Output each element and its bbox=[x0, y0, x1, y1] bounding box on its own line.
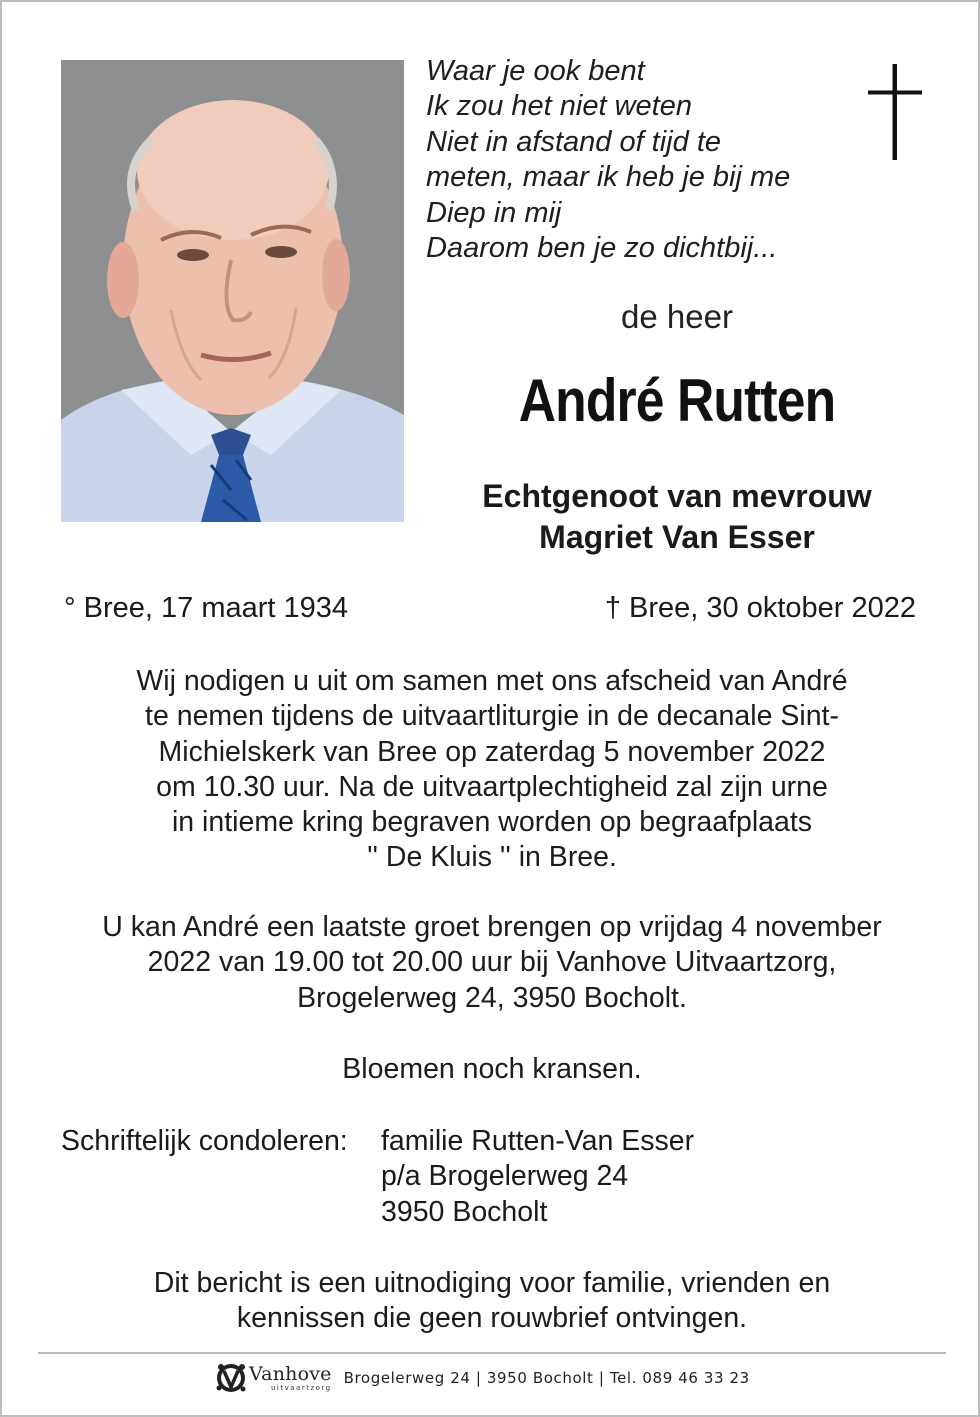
portrait-illustration bbox=[61, 60, 404, 522]
poem-line: Daarom ben je zo dichtbij... bbox=[426, 232, 778, 265]
flowers-note bbox=[42, 1052, 942, 1087]
poem bbox=[426, 54, 846, 266]
paragraph-line: te nemen tijdens de uitvaartliturgie in de decanale Sint- bbox=[145, 700, 839, 733]
paragraph-line: in intieme kring begraven worden op begraafplaats bbox=[171, 806, 813, 839]
footer-contact: Brogelerweg 24 | 3950 Bocholt | Tel. 089 46 33 23 bbox=[343, 1369, 750, 1387]
paragraph-line: Bloemen noch kransen. bbox=[342, 1053, 642, 1085]
poem-line: Waar je ook bent bbox=[426, 55, 645, 87]
footer bbox=[215, 1358, 750, 1398]
paragraph-line: kennissen die geen rouwbrief ontvingen. bbox=[236, 1302, 748, 1335]
address-line: familie Rutten-Van Esser bbox=[381, 1125, 695, 1157]
spouse-line bbox=[422, 476, 932, 558]
paragraph-line: Wij nodigen u uit om samen met ons afscheid van André bbox=[136, 665, 848, 697]
vanhove-wordmark bbox=[249, 1362, 332, 1392]
invitation-paragraph bbox=[42, 664, 942, 876]
visitation-paragraph bbox=[42, 910, 942, 1016]
condolence-address bbox=[381, 1124, 694, 1230]
vanhove-logo-icon bbox=[215, 1361, 247, 1395]
logo-subtitle: uitvaartzorg bbox=[270, 1383, 332, 1392]
footer-divider bbox=[38, 1352, 946, 1354]
paragraph-line: Michielskerk van Bree op zaterdag 5 november 2022 bbox=[158, 735, 826, 768]
notice-paragraph bbox=[42, 1266, 942, 1337]
paragraph-line: Dit bericht is een uitnodiging voor familie, vrienden en bbox=[153, 1267, 831, 1299]
address-line: 3950 Bocholt bbox=[381, 1195, 548, 1228]
condolence-label: Schriftelijk condoleren: bbox=[61, 1125, 348, 1157]
paragraph-line: U kan André een laatste groet brengen op vrijdag 4 november bbox=[102, 911, 882, 943]
paragraph-line: 2022 van 19.00 tot 20.00 uur bij Vanhove Uitvaartzorg, bbox=[147, 946, 837, 979]
poem-line: meten, maar ik heb je bij me bbox=[426, 161, 791, 194]
honorific: de heer bbox=[621, 298, 733, 335]
spouse-relation: Echtgenoot van mevrouw bbox=[482, 478, 872, 514]
portrait-photo bbox=[61, 60, 404, 522]
poem-line: Niet in afstand of tijd te bbox=[426, 125, 721, 158]
poem-line: Ik zou het niet weten bbox=[426, 90, 692, 123]
birth-date: ° Bree, 17 maart 1934 bbox=[64, 592, 349, 624]
logo-name: Vanhove bbox=[249, 1362, 332, 1385]
paragraph-line: om 10.30 uur. Na de uitvaartplechtigheid zal zijn urne bbox=[156, 770, 828, 803]
deceased-name: André Rutten bbox=[518, 367, 836, 434]
address-line: p/a Brogelerweg 24 bbox=[381, 1160, 629, 1193]
cross-icon bbox=[864, 62, 926, 162]
spouse-name: Magriet Van Esser bbox=[539, 519, 815, 555]
paragraph-line: Brogelerweg 24, 3950 Bocholt. bbox=[297, 981, 687, 1014]
poem-line: Diep in mij bbox=[426, 196, 562, 229]
paragraph-line: '' De Kluis '' in Bree. bbox=[367, 841, 617, 874]
death-date: † Bree, 30 oktober 2022 bbox=[604, 592, 916, 624]
